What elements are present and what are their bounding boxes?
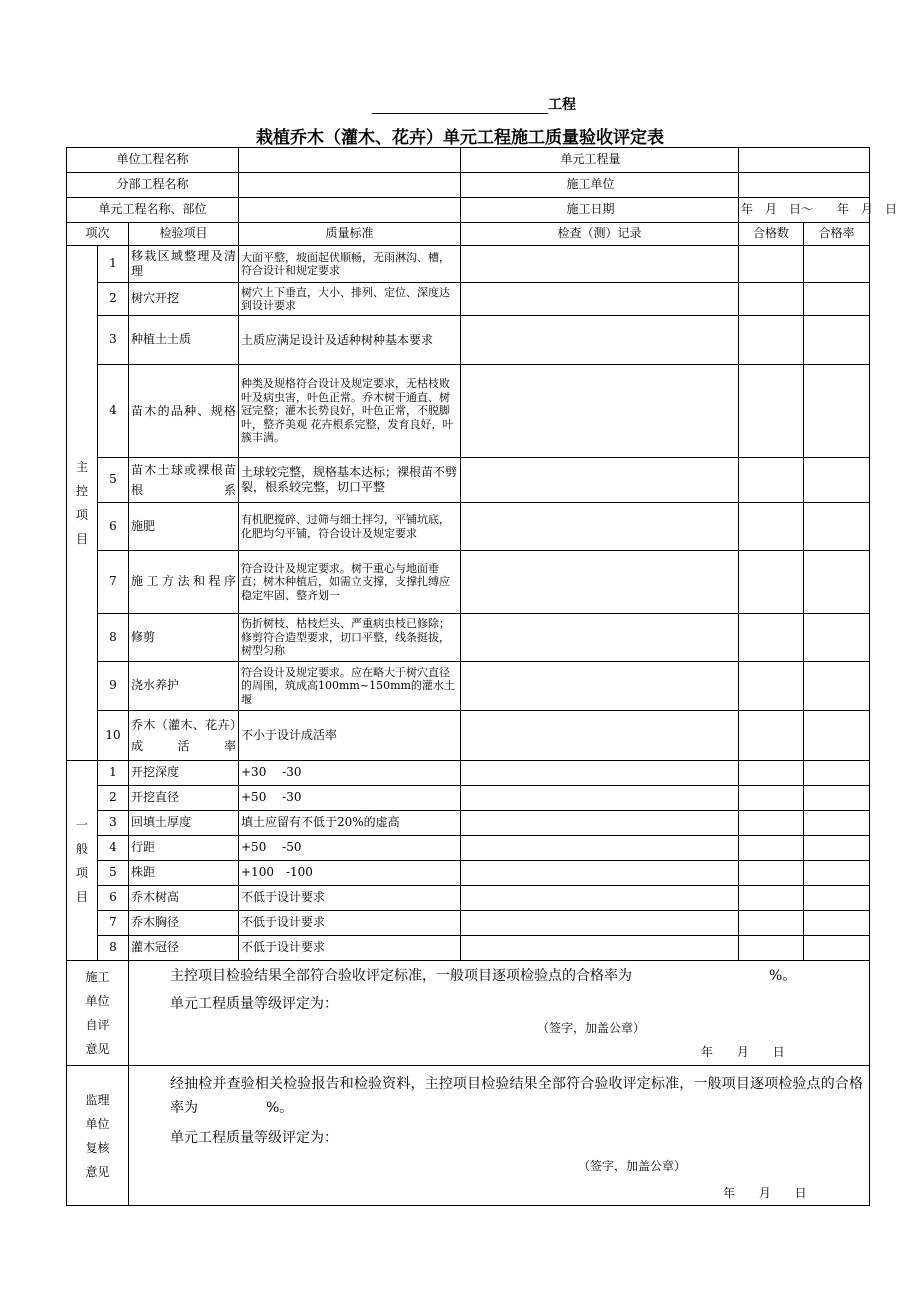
- pass-rate-cell[interactable]: [804, 811, 870, 836]
- table-row: [67, 711, 870, 761]
- pass-rate-cell[interactable]: [804, 886, 870, 911]
- table-row: [67, 886, 870, 911]
- self-assessment-row: [67, 961, 870, 1066]
- col-pass-rate: 合格率: [804, 223, 870, 246]
- supervision-label: 监理 单位 复核 意见: [67, 1066, 129, 1206]
- inspection-item: 苗木土球或裸根苗根系: [129, 458, 239, 503]
- table-row: [67, 861, 870, 886]
- pass-count-cell[interactable]: [739, 662, 804, 711]
- table-row: [67, 551, 870, 614]
- record-cell[interactable]: [461, 551, 739, 614]
- col-item-type: 项次: [67, 223, 129, 246]
- record-cell[interactable]: [461, 711, 739, 761]
- construction-unit-label: 施工单位: [461, 173, 739, 198]
- supervision-content[interactable]: [129, 1066, 870, 1206]
- pass-rate-cell[interactable]: [804, 246, 870, 283]
- inspection-item: 乔木胸径: [129, 911, 239, 936]
- record-cell[interactable]: [461, 246, 739, 283]
- quality-standard: 伤折树枝、枯枝烂头、严重病虫枝已修除；修剪符合造型要求，切口平整，线条挺拔，树型匀称: [239, 614, 461, 662]
- pass-count-cell[interactable]: [739, 365, 804, 458]
- pass-count-cell[interactable]: [739, 246, 804, 283]
- table-row: [67, 936, 870, 961]
- supervision-signature: （签字，加盖公章）: [578, 1159, 687, 1173]
- row-number: 8: [98, 936, 129, 961]
- row-number: 3: [98, 316, 129, 365]
- record-cell[interactable]: [461, 503, 739, 551]
- assessment-table: [66, 147, 898, 1206]
- self-assessment-text: 主控项目检验结果全部符合验收评定标准，一般项目逐项检验点的合格率为: [170, 968, 632, 984]
- quality-standard: 有机肥搅碎、过筛与细土拌匀，平铺坑底，化肥均匀平铺，符合设计及规定要求: [239, 503, 461, 551]
- pass-count-cell[interactable]: [739, 283, 804, 316]
- pass-count-cell[interactable]: [739, 811, 804, 836]
- main-control-label: 主 控 项 目: [67, 246, 98, 761]
- inspection-item: 乔木（灌木、花卉）成活率: [129, 711, 239, 761]
- supervision-percent: %。: [266, 1100, 294, 1116]
- quality-standard: 符合设计及规定要求。树干重心与地面垂直；树木种植后，如需立支撑，支撑扎缚应稳定牢固、整齐划一: [239, 551, 461, 614]
- quality-standard: 不小于设计成活率: [239, 711, 461, 761]
- supervision-date: 年 月 日: [723, 1186, 807, 1200]
- inspection-item: 施肥: [129, 503, 239, 551]
- self-assessment-percent: %。: [769, 968, 797, 984]
- row-number: 2: [98, 283, 129, 316]
- inspection-item: 种植土土质: [129, 316, 239, 365]
- pass-rate-cell[interactable]: [804, 614, 870, 662]
- row-number: 5: [98, 458, 129, 503]
- unit-work-quantity-value[interactable]: [739, 148, 870, 173]
- quality-standard: 填土应留有不低于20%的虚高: [239, 811, 461, 836]
- self-assessment-content[interactable]: [129, 961, 870, 1066]
- pass-rate-cell[interactable]: [804, 711, 870, 761]
- quality-standard: 树穴上下垂直，大小、排列、定位、深度达到设计要求: [239, 283, 461, 316]
- col-inspection-item: 检验项目: [129, 223, 239, 246]
- inspection-item: 开挖直径: [129, 786, 239, 811]
- division-project-name-label: 分部工程名称: [67, 173, 239, 198]
- row-number: 5: [98, 861, 129, 886]
- col-pass-count: 合格数: [739, 223, 804, 246]
- record-cell[interactable]: [461, 316, 739, 365]
- supervision-text: 经抽检并查验相关检验报告和检验资料，主控项目检验结果全部符合验收评定标准，一般项目逐项检验点的合格率为 %。: [170, 1076, 863, 1116]
- quality-standard: 种类及规格符合设计及规定要求，无枯枝败叶及病虫害，叶色正常。乔木树干通直、树冠完整；灌木长势良好，叶色正常，不脱脚叶，整齐美观 花卉根系完整，发育良好，叶簇丰满。: [239, 365, 461, 458]
- pass-rate-cell[interactable]: [804, 551, 870, 614]
- pass-rate-cell[interactable]: [804, 861, 870, 886]
- inspection-item: 浇水养护: [129, 662, 239, 711]
- col-quality-standard: 质量标准: [239, 223, 461, 246]
- table-row: [67, 911, 870, 936]
- pass-rate-cell[interactable]: [804, 365, 870, 458]
- pass-rate-cell[interactable]: [804, 662, 870, 711]
- quality-standard: 不低于设计要求: [239, 886, 461, 911]
- division-project-name-value[interactable]: [239, 173, 461, 198]
- inspection-item: 回填土厚度: [129, 811, 239, 836]
- pass-rate-cell[interactable]: [804, 936, 870, 961]
- table-row: [67, 811, 870, 836]
- pass-count-cell[interactable]: [739, 711, 804, 761]
- col-record: 检查（测）记录: [461, 223, 739, 246]
- construction-date-label: 施工日期: [461, 198, 739, 223]
- pass-count-cell[interactable]: [739, 836, 804, 861]
- inspection-item: 苗木的品种、规格: [129, 365, 239, 458]
- project-suffix: 工程: [548, 97, 576, 113]
- inspection-item: 移栽区域整理及清理: [129, 246, 239, 283]
- unit-work-name-label: 单元工程名称、部位: [67, 198, 239, 223]
- general-items-label: 一 般 项 目: [67, 761, 98, 961]
- row-number: 8: [98, 614, 129, 662]
- project-name-blank[interactable]: [372, 98, 548, 114]
- table-row: [67, 246, 870, 283]
- record-cell[interactable]: [461, 786, 739, 811]
- quality-standard: 土球较完整，规格基本达标；裸根苗不劈裂，根系较完整，切口平整: [239, 458, 461, 503]
- inspection-item: 树穴开挖: [129, 283, 239, 316]
- pass-rate-cell[interactable]: [804, 283, 870, 316]
- pass-rate-cell[interactable]: [804, 503, 870, 551]
- table-row: [67, 836, 870, 861]
- pass-count-cell[interactable]: [739, 551, 804, 614]
- inspection-item: 乔木树高: [129, 886, 239, 911]
- inspection-item: 修剪: [129, 614, 239, 662]
- row-number: 7: [98, 551, 129, 614]
- inspection-item: 开挖深度: [129, 761, 239, 786]
- pass-rate-cell[interactable]: [804, 761, 870, 786]
- quality-standard: 土质应满足设计及适种树种基本要求: [239, 316, 461, 365]
- pass-count-cell[interactable]: [739, 614, 804, 662]
- row-number: 9: [98, 662, 129, 711]
- pass-count-cell[interactable]: [739, 911, 804, 936]
- row-number: 4: [98, 365, 129, 458]
- pass-rate-cell[interactable]: [804, 786, 870, 811]
- pass-rate-cell[interactable]: [804, 911, 870, 936]
- record-cell[interactable]: [461, 886, 739, 911]
- row-number: 10: [98, 711, 129, 761]
- row-number: 7: [98, 911, 129, 936]
- record-cell[interactable]: [461, 283, 739, 316]
- unit-project-name-value[interactable]: [239, 148, 461, 173]
- row-number: 4: [98, 836, 129, 861]
- row-number: 6: [98, 503, 129, 551]
- unit-work-quantity-label: 单元工程量: [461, 148, 739, 173]
- record-cell[interactable]: [461, 861, 739, 886]
- pass-count-cell[interactable]: [739, 936, 804, 961]
- pass-count-cell[interactable]: [739, 503, 804, 551]
- quality-standard: +50 -30: [239, 786, 461, 811]
- pass-rate-cell[interactable]: [804, 836, 870, 861]
- record-cell[interactable]: [461, 936, 739, 961]
- row-number: 2: [98, 786, 129, 811]
- table-row: [67, 614, 870, 662]
- unit-work-name-value[interactable]: [239, 198, 461, 223]
- table-row: [67, 662, 870, 711]
- record-cell[interactable]: [461, 662, 739, 711]
- self-assessment-grade-text: 单元工程质量等级评定为：: [170, 996, 338, 1012]
- pass-count-cell[interactable]: [739, 861, 804, 886]
- inspection-item: 施工方法和程序: [129, 551, 239, 614]
- row-number: 1: [98, 761, 129, 786]
- record-cell[interactable]: [461, 458, 739, 503]
- pass-rate-cell[interactable]: [804, 316, 870, 365]
- quality-standard: 不低于设计要求: [239, 936, 461, 961]
- quality-standard: 符合设计及规定要求。应在略大于树穴直径的周围，筑成高100mm~150mm的灌水土堰: [239, 662, 461, 711]
- record-cell[interactable]: [461, 911, 739, 936]
- quality-standard: +30 -30: [239, 761, 461, 786]
- table-row: [67, 503, 870, 551]
- pass-count-cell[interactable]: [739, 316, 804, 365]
- construction-unit-value[interactable]: [739, 173, 870, 198]
- table-row: [67, 458, 870, 503]
- table-row: [67, 761, 870, 786]
- supervision-grade-text: 单元工程质量等级评定为：: [170, 1130, 338, 1146]
- pass-rate-cell[interactable]: [804, 458, 870, 503]
- table-row: [67, 786, 870, 811]
- construction-date-range[interactable]: 年 月 日～ 年 月 日: [739, 198, 870, 223]
- supervision-row: [67, 1066, 870, 1206]
- row-number: 1: [98, 246, 129, 283]
- pass-count-cell[interactable]: [739, 786, 804, 811]
- inspection-item: 行距: [129, 836, 239, 861]
- table-row: [67, 316, 870, 365]
- unit-project-name-label: 单位工程名称: [67, 148, 239, 173]
- self-assessment-label: 施工 单位 自评 意见: [67, 961, 129, 1066]
- record-cell[interactable]: [461, 614, 739, 662]
- quality-standard: 不低于设计要求: [239, 911, 461, 936]
- form-title: 栽植乔木（灌木、花卉）单元工程施工质量验收评定表: [256, 128, 664, 148]
- self-assessment-date: 年 月 日: [701, 1045, 785, 1059]
- record-cell[interactable]: [461, 761, 739, 786]
- record-cell[interactable]: [461, 836, 739, 861]
- record-cell[interactable]: [461, 811, 739, 836]
- project-name-line: [372, 94, 576, 114]
- inspection-item: 株距: [129, 861, 239, 886]
- pass-count-cell[interactable]: [739, 761, 804, 786]
- row-number: 3: [98, 811, 129, 836]
- row-number: 6: [98, 886, 129, 911]
- inspection-item: 灌木冠径: [129, 936, 239, 961]
- quality-standard: +100 -100: [239, 861, 461, 886]
- self-assessment-signature: （签字，加盖公章）: [537, 1021, 646, 1035]
- quality-standard: 大面平整，坡面起伏顺畅，无雨淋沟、槽，符合设计和规定要求: [239, 246, 461, 283]
- pass-count-cell[interactable]: [739, 458, 804, 503]
- pass-count-cell[interactable]: [739, 886, 804, 911]
- table-row: [67, 283, 870, 316]
- quality-standard: +50 -50: [239, 836, 461, 861]
- record-cell[interactable]: [461, 365, 739, 458]
- table-row: [67, 365, 870, 458]
